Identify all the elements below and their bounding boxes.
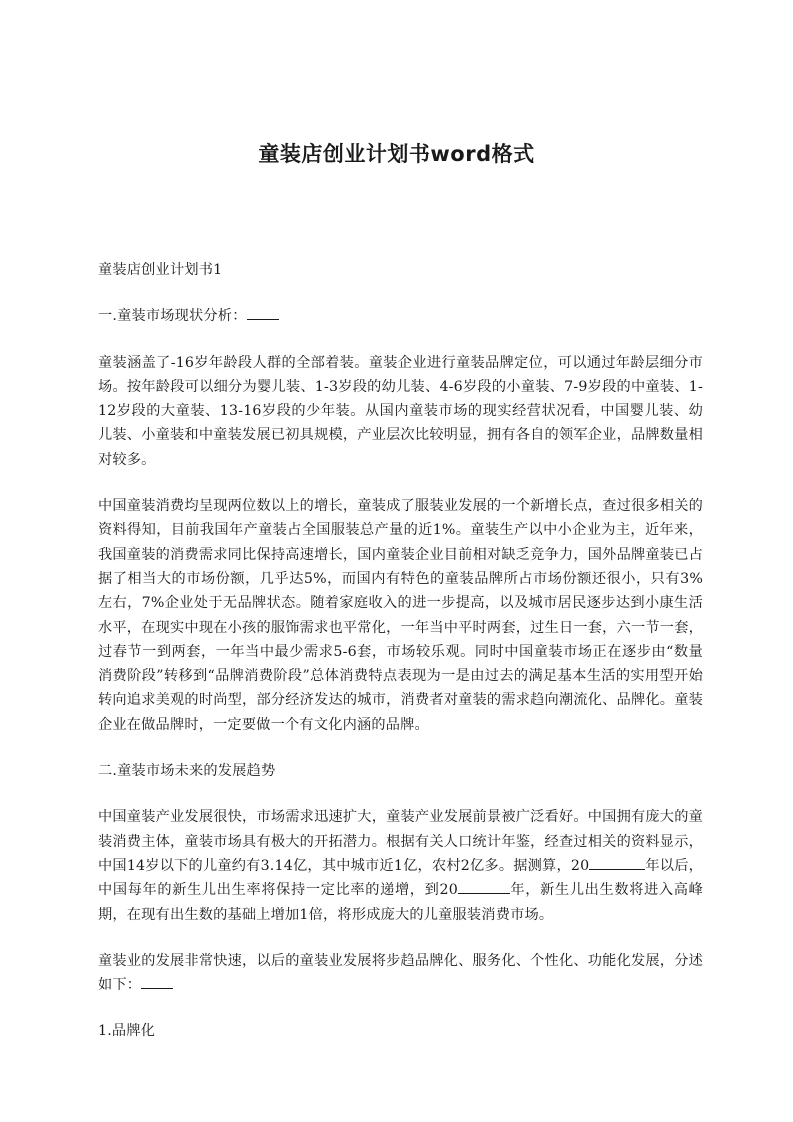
section2-paragraph-1-part-a: 中国童装产业发展很快，市场需求迅速扩大，童装产业发展前景被广泛看好。中国拥有庞大的童装消费主体，童装市场具有极大的开拓潜力。根据有关人口统计年鉴，经查过相关的资料显示，中国14岁以下的儿童约有3.14亿，其中城市近1亿，农村2亿多。据测算，20 xyxy=(98,809,703,874)
fill-in-blank xyxy=(141,973,173,989)
section2-heading: 二.童装市场未来的发展趋势 xyxy=(98,763,276,780)
document-body xyxy=(98,258,703,1066)
section2-paragraph-1-part-c: 年，新生儿出生数将进入高峰期，在现有出生数的基础上增加1倍，将形成庞大的儿童服装消费市场。 xyxy=(98,882,703,923)
section2-paragraph-1-part-b: 年以后，中国每年的新生儿出生率将保持一定比率的递增，到20 xyxy=(98,857,703,899)
section2-paragraph-1 xyxy=(98,805,703,926)
section2-paragraph-2 xyxy=(98,949,703,998)
fill-in-blank xyxy=(247,304,279,320)
document-title: 童装店创业计划书word格式 xyxy=(258,142,535,166)
section2-paragraph-2-text: 童装业的发展非常快速，以后的童装业发展将步趋品牌化、服务化、个性化、功能化发展，分述如下： xyxy=(98,952,703,994)
section1-heading xyxy=(98,304,703,328)
section1-heading-text: 一.童装市场现状分析： xyxy=(98,308,247,325)
fill-in-blank xyxy=(589,854,645,870)
fill-in-blank xyxy=(458,878,510,894)
section2-item-1: 1.品牌化 xyxy=(98,1023,156,1040)
section1-paragraph-2: 中国童装消费均呈现两位数以上的增长，童装成了服装业发展的一个新增长点，查过很多相关的资料得知，目前我国年产童装占全国服装总产量的近1%。童装生产以中小企业为主，近年来，我国童装的消费需求同比保持高速增长，国内童装企业目前相对缺乏竞争力，国外品牌童装已占据了相当大的市场份额，几乎达5%，而国内有特色的童装品牌所占市场份额还很小，只有3%左右，7%企业处于无品牌状态。随着家庭收入的进一步提高，以及城市居民逐步达到小康生活水平，在现实中现在小孩的服饰需求也平常化，一年当中平时两套，过生日一套，六一节一套，过春节一到两套，一年当中最少需求5-6套，市场较乐观。同时中国童装市场正在逐步由“数量消费阶段”转移到“品牌消费阶段”总体消费特点表现为一是由过去的满足基本生活的实用型开始转向追求美观的时尚型，部分经济发达的城市，消费者对童装的需求趋向潮流化、品牌化。童装企业在做品牌时，一定要做一个有文化内涵的品牌。 xyxy=(98,498,703,733)
document-subtitle: 童装店创业计划书1 xyxy=(98,262,223,278)
section1-paragraph-1: 童装涵盖了-16岁年龄段人群的全部着装。童装企业进行童装品牌定位，可以通过年龄层细分市场。按年龄段可以细分为婴儿装、1-3岁段的幼儿装、4-6岁段的小童装、7-9岁段的中童装、1-12岁段的大童装、13-16岁段的少年装。从国内童装市场的现实经营状况看，中国婴儿装、幼儿装、小童装和中童装发展已初具规模，产业层次比较明显，拥有各自的领军企业，品牌数量相对较多。 xyxy=(98,354,703,468)
